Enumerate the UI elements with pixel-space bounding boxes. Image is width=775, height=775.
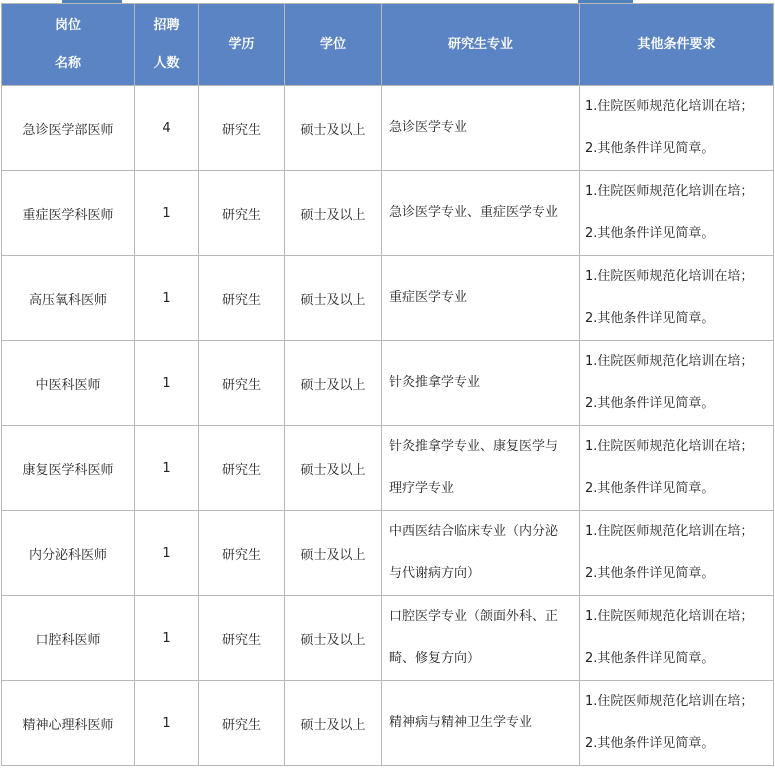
condition-line: 2.其他条件详见简章。 [585, 311, 715, 326]
cell-count: 1 [135, 341, 199, 426]
table-row [2, 426, 774, 511]
cell-position: 中医科医师 [2, 341, 135, 426]
cell-degree: 硕士及以上 [285, 341, 382, 426]
header-position: 岗位 名称 [2, 4, 135, 86]
major-line: 针灸推拿学专业 [389, 375, 481, 390]
cell-position: 精神心理科医师 [2, 681, 135, 766]
cell-degree: 硕士及以上 [285, 86, 382, 171]
major-line: 理疗学专业 [389, 481, 455, 496]
cell-education: 研究生 [199, 256, 285, 341]
cell-position: 高压氧科医师 [2, 256, 135, 341]
cell-education: 研究生 [199, 171, 285, 256]
cell-conditions [580, 596, 774, 681]
cell-conditions [580, 256, 774, 341]
cell-major [382, 256, 580, 341]
major-line: 精神病与精神卫生学专业 [389, 715, 533, 730]
condition-line: 2.其他条件详见简章。 [585, 396, 715, 411]
header-major: 研究生专业 [382, 4, 580, 86]
condition-line: 1.住院医师规范化培训在培； [585, 524, 754, 539]
major-line: 重症医学专业 [389, 290, 468, 305]
major-line: 与代谢病方向） [389, 566, 481, 581]
cell-major [382, 341, 580, 426]
cell-conditions [580, 681, 774, 766]
condition-line: 1.住院医师规范化培训在培； [585, 184, 754, 199]
cell-position: 重症医学科医师 [2, 171, 135, 256]
condition-line: 1.住院医师规范化培训在培； [585, 609, 754, 624]
table-row [2, 511, 774, 596]
cell-degree: 硕士及以上 [285, 256, 382, 341]
table-row [2, 681, 774, 766]
cell-major [382, 171, 580, 256]
cell-major [382, 511, 580, 596]
cell-education: 研究生 [199, 426, 285, 511]
cell-education: 研究生 [199, 681, 285, 766]
condition-line: 1.住院医师规范化培训在培； [585, 439, 754, 454]
table-row [2, 171, 774, 256]
cell-degree: 硕士及以上 [285, 426, 382, 511]
condition-line: 1.住院医师规范化培训在培； [585, 269, 754, 284]
cell-count: 1 [135, 596, 199, 681]
header-education: 学历 [199, 4, 285, 86]
table-row [2, 256, 774, 341]
condition-line: 2.其他条件详见简章。 [585, 651, 715, 666]
cell-count: 1 [135, 681, 199, 766]
major-line: 口腔医学专业（颌面外科、正 [389, 609, 559, 624]
major-line: 急诊医学专业、重症医学专业 [389, 205, 559, 220]
cell-major [382, 426, 580, 511]
cell-degree: 硕士及以上 [285, 511, 382, 596]
cell-education: 研究生 [199, 341, 285, 426]
table-row [2, 596, 774, 681]
cell-position: 康复医学科医师 [2, 426, 135, 511]
cell-education: 研究生 [199, 86, 285, 171]
header-conditions: 其他条件要求 [580, 4, 774, 86]
cell-degree: 硕士及以上 [285, 596, 382, 681]
cell-position: 急诊医学部医师 [2, 86, 135, 171]
cell-count: 4 [135, 86, 199, 171]
cell-conditions [580, 341, 774, 426]
cell-education: 研究生 [199, 511, 285, 596]
cell-count: 1 [135, 511, 199, 596]
table-header-row [2, 4, 774, 86]
cell-major [382, 596, 580, 681]
condition-line: 1.住院医师规范化培训在培； [585, 354, 754, 369]
cell-degree: 硕士及以上 [285, 171, 382, 256]
header-count: 招聘 人数 [135, 4, 199, 86]
cell-conditions [580, 86, 774, 171]
cell-conditions [580, 171, 774, 256]
cell-conditions [580, 426, 774, 511]
table-row [2, 341, 774, 426]
cell-position: 口腔科医师 [2, 596, 135, 681]
condition-line: 2.其他条件详见简章。 [585, 481, 715, 496]
cell-major [382, 681, 580, 766]
cell-conditions [580, 511, 774, 596]
condition-line: 1.住院医师规范化培训在培； [585, 694, 754, 709]
cell-count: 1 [135, 171, 199, 256]
cell-major [382, 86, 580, 171]
condition-line: 2.其他条件详见简章。 [585, 736, 715, 751]
condition-line: 2.其他条件详见简章。 [585, 566, 715, 581]
cell-count: 1 [135, 426, 199, 511]
condition-line: 2.其他条件详见简章。 [585, 141, 715, 156]
major-line: 畸、修复方向） [389, 651, 481, 666]
header-degree: 学位 [285, 4, 382, 86]
cell-position: 内分泌科医师 [2, 511, 135, 596]
cell-count: 1 [135, 256, 199, 341]
major-line: 针灸推拿学专业、康复医学与 [389, 439, 559, 454]
major-line: 急诊医学专业 [389, 120, 468, 135]
cell-education: 研究生 [199, 596, 285, 681]
table-row [2, 86, 774, 171]
condition-line: 2.其他条件详见简章。 [585, 226, 715, 241]
cell-degree: 硕士及以上 [285, 681, 382, 766]
table-body [2, 86, 774, 766]
recruitment-table [1, 3, 774, 766]
condition-line: 1.住院医师规范化培训在培； [585, 99, 754, 114]
major-line: 中西医结合临床专业（内分泌 [389, 524, 559, 539]
